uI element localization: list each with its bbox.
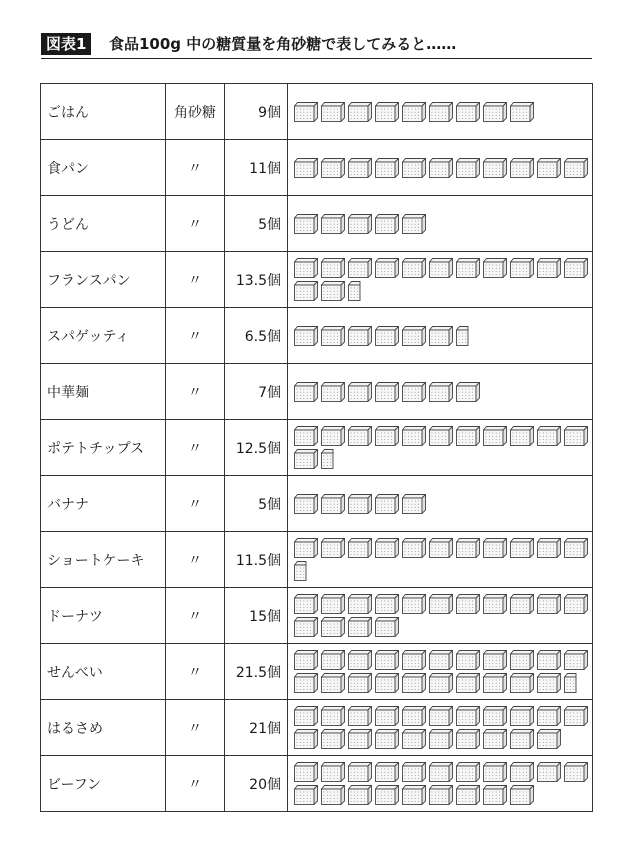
ditto-mark: 〃 [166,308,225,364]
cube-count: 21個 [225,700,288,756]
table-row [41,308,593,364]
sugar-cube-icon [375,673,399,693]
sugar-cube-icon [564,258,588,278]
sugar-cube-row [294,214,594,234]
food-name: ドーナツ [41,588,166,644]
sugar-cube-icon [537,706,561,726]
sugar-cube-icon [456,158,480,178]
sugar-cube-row [294,258,594,301]
half-sugar-cube-icon [348,281,372,301]
sugar-cube-icon [510,258,534,278]
sugar-cube-icon [537,258,561,278]
sugar-cube-icon [348,594,372,614]
sugar-cube-icon [429,326,453,346]
sugar-cube-icon [483,673,507,693]
ditto-mark: 〃 [166,140,225,196]
cube-visual [288,644,593,700]
sugar-cube-row [294,706,594,749]
sugar-cube-icon [456,673,480,693]
sugar-cube-icon [510,785,534,805]
sugar-cube-icon [564,426,588,446]
sugar-cube-icon [402,214,426,234]
sugar-cube-icon [321,382,345,402]
sugar-cube-icon [510,729,534,749]
sugar-cube-icon [456,538,480,558]
sugar-cube-icon [375,382,399,402]
sugar-cube-icon [537,158,561,178]
sugar-cube-icon [348,158,372,178]
sugar-cube-icon [456,650,480,670]
sugar-cube-icon [294,650,318,670]
sugar-cube-icon [483,594,507,614]
sugar-cube-icon [429,762,453,782]
table-row [41,700,593,756]
sugar-cube-icon [564,650,588,670]
sugar-cube-icon [456,426,480,446]
table-row [41,644,593,700]
food-name: ビーフン [41,756,166,812]
sugar-cube-icon [294,762,318,782]
sugar-cube-icon [402,426,426,446]
sugar-cube-icon [321,729,345,749]
cube-count: 15個 [225,588,288,644]
sugar-table-body [41,84,593,812]
cube-visual [288,252,593,308]
sugar-cube-icon [564,538,588,558]
cube-visual [288,308,593,364]
sugar-cube-icon [375,729,399,749]
sugar-cube-icon [294,326,318,346]
ditto-mark: 〃 [166,700,225,756]
sugar-cube-icon [321,617,345,637]
sugar-cube-icon [348,326,372,346]
table-row [41,252,593,308]
sugar-cube-row [294,102,594,122]
sugar-cube-icon [321,102,345,122]
sugar-cube-icon [348,617,372,637]
sugar-cube-icon [510,673,534,693]
sugar-cube-icon [537,729,561,749]
sugar-cube-icon [375,650,399,670]
sugar-cube-icon [429,706,453,726]
table-row [41,756,593,812]
sugar-cube-icon [510,426,534,446]
sugar-cube-icon [321,494,345,514]
sugar-cube-icon [294,617,318,637]
sugar-cube-icon [429,258,453,278]
ditto-mark: 〃 [166,420,225,476]
sugar-cube-icon [483,158,507,178]
sugar-cube-icon [402,158,426,178]
sugar-cube-icon [348,258,372,278]
sugar-cube-icon [402,382,426,402]
sugar-cube-icon [321,538,345,558]
sugar-cube-icon [483,762,507,782]
sugar-cube-icon [294,494,318,514]
sugar-cube-icon [294,102,318,122]
sugar-cube-icon [456,594,480,614]
sugar-cube-icon [321,762,345,782]
cube-visual [288,532,593,588]
cube-count: 20個 [225,756,288,812]
sugar-cube-icon [483,785,507,805]
sugar-cube-icon [321,426,345,446]
sugar-cube-icon [348,426,372,446]
sugar-cube-icon [294,594,318,614]
sugar-cube-icon [483,650,507,670]
sugar-cube-icon [375,617,399,637]
cube-visual [288,588,593,644]
sugar-cube-icon [321,650,345,670]
table-row [41,84,593,140]
sugar-cube-icon [429,426,453,446]
sugar-cube-icon [402,102,426,122]
cube-count: 6.5個 [225,308,288,364]
sugar-cube-icon [294,706,318,726]
sugar-cube-row [294,326,594,346]
sugar-cube-icon [537,594,561,614]
sugar-cube-icon [294,449,318,469]
sugar-cube-icon [402,594,426,614]
table-row [41,196,593,252]
food-name: はるさめ [41,700,166,756]
sugar-cube-icon [456,102,480,122]
sugar-cube-icon [510,594,534,614]
sugar-cube-icon [375,785,399,805]
half-sugar-cube-icon [564,673,588,693]
sugar-cube-icon [294,785,318,805]
sugar-cube-icon [321,673,345,693]
cube-visual [288,140,593,196]
table-row [41,140,593,196]
sugar-cube-icon [456,729,480,749]
food-name: バナナ [41,476,166,532]
half-sugar-cube-icon [321,449,345,469]
cube-count: 12.5個 [225,420,288,476]
sugar-cube-icon [294,258,318,278]
table-row [41,420,593,476]
cube-visual [288,364,593,420]
sugar-cube-icon [348,382,372,402]
sugar-cube-icon [537,426,561,446]
sugar-cube-icon [564,762,588,782]
sugar-cube-icon [321,158,345,178]
food-name: 食パン [41,140,166,196]
food-name: スパゲッティ [41,308,166,364]
sugar-cube-icon [348,762,372,782]
sugar-cube-icon [294,382,318,402]
cube-visual [288,756,593,812]
food-name: ショートケーキ [41,532,166,588]
sugar-cube-icon [510,706,534,726]
food-name: 中華麺 [41,364,166,420]
table-row [41,476,593,532]
sugar-cube-icon [402,762,426,782]
food-name: うどん [41,196,166,252]
sugar-cube-icon [321,258,345,278]
table-row [41,364,593,420]
cube-count: 11.5個 [225,532,288,588]
sugar-cube-icon [321,326,345,346]
sugar-cube-icon [375,102,399,122]
sugar-cube-icon [483,102,507,122]
sugar-cube-icon [294,538,318,558]
sugar-cube-icon [483,426,507,446]
unit-label: 角砂糖 [166,84,225,140]
sugar-cube-icon [537,650,561,670]
sugar-cube-icon [402,729,426,749]
sugar-cube-icon [321,594,345,614]
sugar-cube-icon [483,258,507,278]
cube-visual [288,700,593,756]
sugar-cube-icon [402,258,426,278]
sugar-cube-icon [537,673,561,693]
sugar-cube-icon [510,538,534,558]
sugar-cube-row [294,762,594,805]
table-row [41,532,593,588]
sugar-cube-icon [429,650,453,670]
sugar-cube-icon [429,158,453,178]
ditto-mark: 〃 [166,476,225,532]
cube-count: 21.5個 [225,644,288,700]
cube-visual [288,196,593,252]
sugar-cube-icon [510,650,534,670]
cube-count: 5個 [225,476,288,532]
half-sugar-cube-icon [456,326,480,346]
sugar-cube-icon [294,158,318,178]
sugar-cube-row [294,494,594,514]
sugar-cube-icon [294,729,318,749]
sugar-cube-icon [402,706,426,726]
ditto-mark: 〃 [166,364,225,420]
sugar-table [40,83,593,812]
ditto-mark: 〃 [166,196,225,252]
sugar-cube-icon [429,729,453,749]
sugar-cube-row [294,426,594,469]
sugar-cube-row [294,158,594,178]
sugar-cube-icon [402,673,426,693]
food-name: ポテトチップス [41,420,166,476]
ditto-mark: 〃 [166,588,225,644]
sugar-cube-icon [402,326,426,346]
sugar-cube-icon [375,426,399,446]
sugar-cube-icon [375,214,399,234]
food-name: フランスパン [41,252,166,308]
sugar-cube-icon [348,214,372,234]
sugar-cube-icon [348,785,372,805]
cube-count: 7個 [225,364,288,420]
sugar-cube-icon [537,762,561,782]
sugar-cube-icon [510,158,534,178]
sugar-cube-icon [402,538,426,558]
sugar-cube-icon [429,102,453,122]
cube-count: 9個 [225,84,288,140]
ditto-mark: 〃 [166,532,225,588]
ditto-mark: 〃 [166,756,225,812]
ditto-mark: 〃 [166,252,225,308]
sugar-cube-row [294,650,594,693]
sugar-cube-icon [510,102,534,122]
food-name: せんべい [41,644,166,700]
sugar-cube-icon [564,158,588,178]
sugar-cube-icon [321,706,345,726]
sugar-cube-icon [375,762,399,782]
cube-visual [288,420,593,476]
sugar-cube-icon [456,785,480,805]
sugar-cube-row [294,538,594,581]
sugar-cube-icon [375,494,399,514]
sugar-cube-icon [456,382,480,402]
cube-count: 13.5個 [225,252,288,308]
sugar-cube-icon [294,673,318,693]
figure-badge: 図表1 [41,33,91,55]
sugar-cube-icon [321,785,345,805]
figure-title [41,30,592,59]
cube-visual [288,84,593,140]
cube-count: 5個 [225,196,288,252]
sugar-cube-icon [348,729,372,749]
sugar-cube-icon [402,785,426,805]
sugar-cube-icon [483,538,507,558]
sugar-cube-icon [429,785,453,805]
sugar-cube-icon [294,214,318,234]
sugar-cube-row [294,382,594,402]
sugar-cube-icon [375,158,399,178]
sugar-cube-icon [429,673,453,693]
sugar-cube-icon [294,281,318,301]
cube-visual [288,476,593,532]
sugar-cube-icon [348,673,372,693]
sugar-cube-icon [564,594,588,614]
sugar-cube-icon [348,706,372,726]
sugar-cube-icon [456,762,480,782]
figure-title-text: 食品100g 中の糖質量を角砂糖で表してみると…… [109,35,457,53]
sugar-cube-icon [375,258,399,278]
half-sugar-cube-icon [294,561,318,581]
sugar-cube-icon [348,102,372,122]
sugar-cube-icon [483,729,507,749]
sugar-cube-icon [429,594,453,614]
sugar-cube-icon [483,706,507,726]
sugar-cube-icon [402,650,426,670]
sugar-cube-icon [375,326,399,346]
table-row [41,588,593,644]
sugar-cube-row [294,594,594,637]
sugar-cube-icon [402,494,426,514]
sugar-cube-icon [564,706,588,726]
sugar-cube-icon [429,382,453,402]
sugar-cube-icon [348,538,372,558]
sugar-cube-icon [375,538,399,558]
sugar-cube-icon [537,538,561,558]
sugar-cube-icon [375,594,399,614]
sugar-cube-icon [348,494,372,514]
cube-count: 11個 [225,140,288,196]
sugar-cube-icon [321,281,345,301]
sugar-cube-icon [294,426,318,446]
food-name: ごはん [41,84,166,140]
sugar-cube-icon [456,258,480,278]
sugar-cube-icon [321,214,345,234]
sugar-cube-icon [510,762,534,782]
sugar-cube-icon [456,706,480,726]
sugar-cube-icon [348,650,372,670]
sugar-cube-icon [375,706,399,726]
sugar-cube-icon [429,538,453,558]
ditto-mark: 〃 [166,644,225,700]
